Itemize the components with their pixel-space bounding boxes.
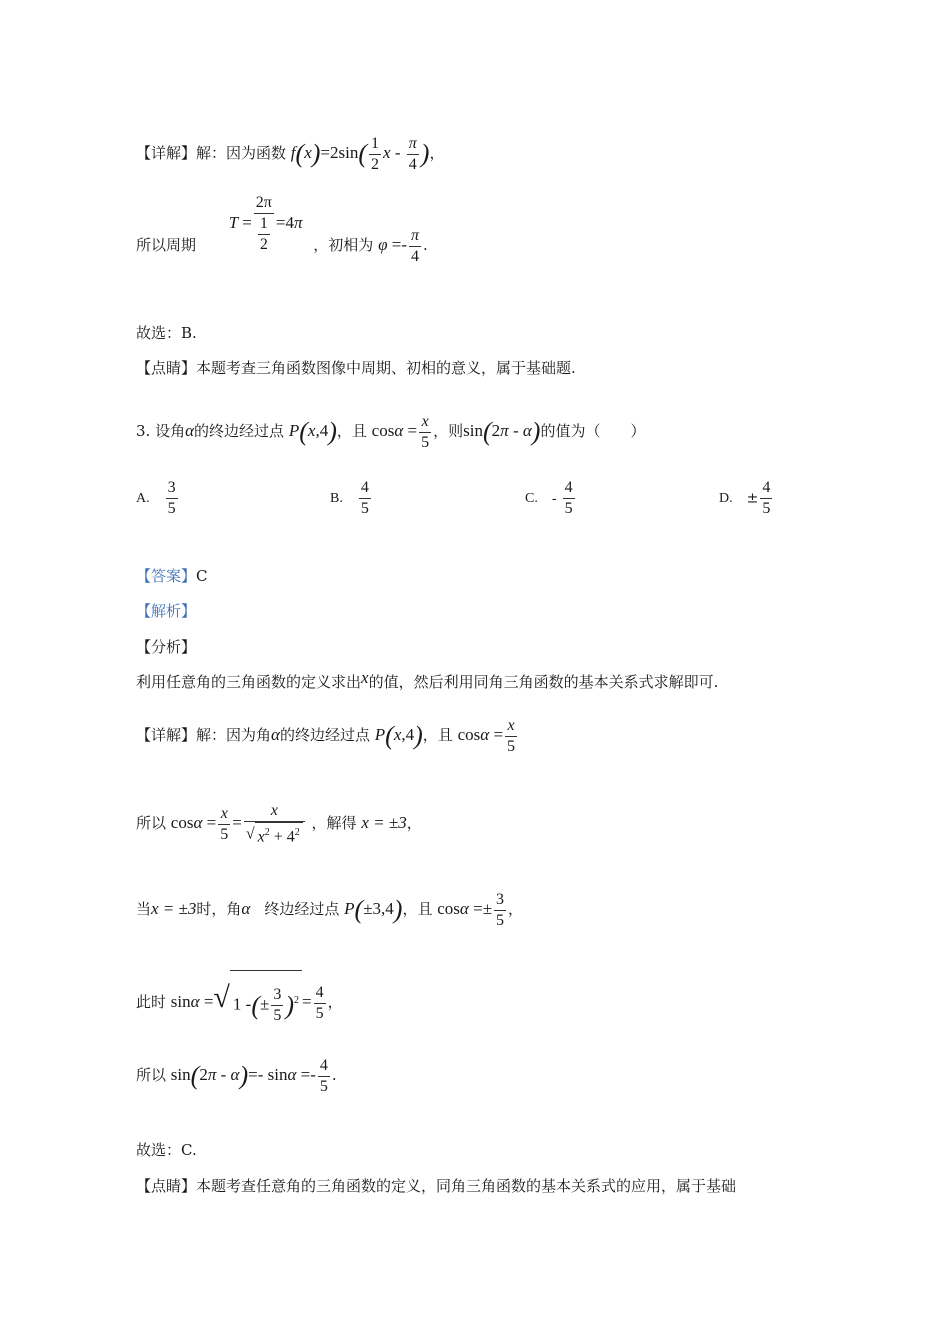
punct: ，: [406, 814, 422, 832]
detail-label: 【详解】解：因为函数: [136, 144, 287, 162]
detail-line-function: [136, 130, 444, 176]
punct: .: [331, 1066, 337, 1084]
question-number: 3.: [136, 422, 151, 440]
option-sign: ±: [746, 490, 759, 507]
question-text: ，且: [336, 422, 367, 440]
question-text: ，则: [433, 422, 464, 440]
sin-value-expression: sinα =√ 1 -(± $\frac{3}{5}$ )$^2$ = $\frac{4}{5}$: [171, 992, 328, 1011]
detail-text: ，且: [402, 900, 433, 918]
cos-expression: cosα = $\frac{x}{5}$: [371, 412, 430, 451]
detail-text: 【详解】解：因为角: [136, 726, 272, 744]
option-label: B.: [330, 490, 343, 506]
answer-line: [136, 566, 208, 586]
period-line: [136, 194, 428, 282]
point-expression: P(x,4): [374, 721, 423, 751]
detail-line-2: [136, 710, 519, 760]
point-expression: P(x,4): [288, 417, 337, 447]
option-denominator: 5: [167, 500, 176, 517]
detail-text: ，且: [422, 726, 453, 744]
option-numerator: 4: [359, 478, 371, 499]
phase-expression: φ =- $\frac{\pi}{4}$: [378, 226, 419, 265]
fenxi-text: [136, 668, 719, 692]
detail-text: 所以: [136, 1066, 167, 1084]
option-denominator: 5: [360, 500, 369, 517]
option-sign: -: [551, 490, 557, 507]
choice-line-c: 故选：C.: [136, 1141, 197, 1159]
analysis-tag: 【解析】: [136, 602, 197, 620]
final-line: [136, 1050, 337, 1100]
cos-value-expression: cosα =± $\frac{3}{5}$: [437, 890, 505, 929]
question-text: 设角: [155, 422, 186, 440]
question-text: 的终边经过点: [194, 422, 285, 440]
option-numerator: 4: [563, 478, 575, 499]
detail-text: 时，角: [196, 900, 242, 918]
detail-text: 此时: [136, 993, 167, 1011]
alpha-symbol: α: [271, 725, 280, 744]
detail-text: 的终边经过点: [279, 726, 370, 744]
solution-x: x = ±3: [361, 813, 407, 832]
option-denominator: 5: [564, 500, 573, 517]
fenxi-text-part: 利用任意角的三角函数的定义求出: [136, 673, 362, 691]
option-d[interactable]: [719, 478, 774, 519]
option-b[interactable]: [330, 478, 373, 519]
alpha-symbol: α: [241, 899, 251, 918]
cos-ratio-expression: cosα = $\frac{x}{5}$ = $\frac{x}{√ x^2 + 4^2}$: [171, 813, 307, 832]
option-a[interactable]: [136, 478, 180, 519]
option-label: A.: [136, 490, 150, 506]
comment-line-1: 【点睛】本题考查三角函数图像中周期、初相的意义，属于基础题.: [136, 359, 576, 377]
punct: .: [423, 236, 428, 254]
function-expression: f(x)=2sin( $\frac{1}{2}$ x - $\frac{\pi}{4}$ ): [290, 134, 430, 173]
detail-text: 所以: [136, 814, 167, 832]
case-line: [136, 884, 523, 934]
option-c[interactable]: [525, 478, 577, 519]
point-expression: P(±3,4): [344, 895, 403, 925]
sin-line: [136, 968, 343, 1028]
period-expression: T = $\frac{2\pi}{\frac{1}{2}}$ =4π: [228, 194, 303, 254]
detail-text: ，解得: [311, 814, 357, 832]
question-3: [136, 408, 645, 454]
cos-expression: cosα = $\frac{x}{5}$: [457, 716, 516, 755]
punct: ，: [508, 900, 524, 918]
option-numerator: 4: [760, 478, 772, 499]
x-symbol: x: [361, 668, 369, 687]
alpha-symbol: α: [185, 421, 195, 440]
option-numerator: 3: [166, 478, 178, 499]
comment-line-2: 【点睛】本题考查任意角的三角函数的定义，同角三角函数的基本关系式的应用，属于基础: [136, 1177, 737, 1195]
option-label: D.: [719, 490, 733, 506]
final-expression: sin(2π - α)=- sinα =- $\frac{4}{5}$: [170, 1056, 328, 1095]
x-value: x = ±3: [151, 899, 197, 918]
answer-tag: 【答案】: [136, 567, 197, 585]
solve-line: [136, 796, 422, 850]
sin-expression: sin(2π - α): [463, 417, 541, 447]
fenxi-text-part: 的值，然后利用同角三角函数的基本关系式求解即可.: [368, 673, 719, 691]
option-label: C.: [525, 490, 538, 506]
choice-line-b: 故选：B.: [136, 324, 197, 342]
detail-text: 当: [136, 900, 152, 918]
punct: ，: [429, 144, 445, 162]
period-label: 所以周期: [136, 236, 197, 254]
question-text: 的值为（ ）: [540, 422, 646, 440]
option-denominator: 5: [762, 500, 771, 517]
detail-text: 终边经过点: [264, 900, 340, 918]
phase-label: ，初相为: [313, 236, 374, 254]
answer-value: C: [196, 567, 208, 585]
fenxi-tag: 【分析】: [136, 638, 197, 656]
punct: ，: [327, 993, 343, 1011]
